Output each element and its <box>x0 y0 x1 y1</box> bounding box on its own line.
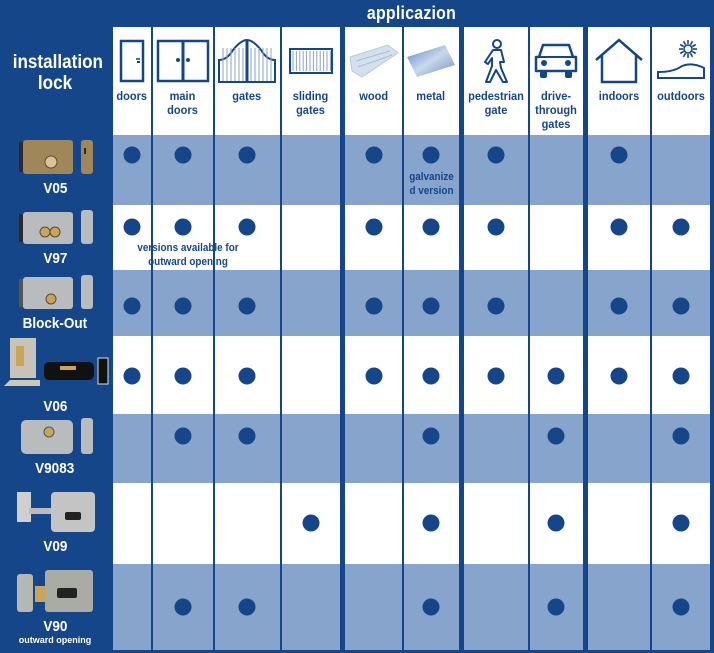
house-icon <box>594 35 644 87</box>
compatible-dot-icon <box>672 368 689 385</box>
compatible-dot-icon <box>239 147 256 164</box>
lock-model-v97 <box>0 208 110 270</box>
compatible-dot-icon <box>124 368 141 385</box>
compatible-dot-icon <box>423 515 440 532</box>
gate-icon <box>217 35 277 87</box>
column-divider <box>650 27 652 650</box>
lock-name: V97 <box>42 250 68 267</box>
compatible-dot-icon <box>174 147 191 164</box>
compatible-dot-icon <box>423 368 440 385</box>
column-label: drive-through gates <box>535 89 577 131</box>
double-door-icon <box>156 35 210 87</box>
table-row <box>113 483 710 564</box>
column-divider <box>213 27 215 650</box>
compatible-dot-icon <box>239 599 256 616</box>
group-divider <box>340 27 345 650</box>
compatible-dot-icon <box>302 515 319 532</box>
wood-plank-icon <box>348 35 400 87</box>
galvanized-version-note <box>406 170 457 198</box>
column-header-drive-through-gates <box>529 27 583 135</box>
column-divider <box>151 27 153 650</box>
column-header-main-doors <box>152 27 213 135</box>
compatible-dot-icon <box>423 147 440 164</box>
compatible-dot-icon <box>365 368 382 385</box>
lock-model-v05 <box>0 138 110 205</box>
table-row <box>113 414 710 483</box>
compatible-dot-icon <box>239 219 256 236</box>
column-header-outdoors <box>651 27 710 135</box>
compatible-dot-icon <box>611 219 628 236</box>
table-row <box>113 564 710 650</box>
sliding-gate-icon <box>288 35 334 87</box>
outward-opening-note <box>127 241 249 269</box>
compatible-dot-icon <box>611 147 628 164</box>
compatible-dot-icon <box>548 428 565 445</box>
compatible-dot-icon <box>239 428 256 445</box>
column-header-indoors <box>588 27 650 135</box>
side-title <box>6 52 105 94</box>
lock-model-v06 <box>0 336 110 414</box>
page-title: applicazion <box>366 3 457 23</box>
compatible-dot-icon <box>672 298 689 315</box>
lock-image <box>15 490 95 539</box>
lock-image <box>15 568 95 619</box>
door-icon <box>119 35 145 87</box>
lock-image <box>15 208 95 251</box>
compatible-dot-icon <box>488 147 505 164</box>
compatible-dot-icon <box>672 428 689 445</box>
group-divider <box>459 27 464 650</box>
compatible-dot-icon <box>548 368 565 385</box>
lock-name: V09 <box>42 538 68 555</box>
lock-name: V90 <box>42 618 68 635</box>
lock-model-v09 <box>0 490 110 564</box>
compatible-dot-icon <box>174 368 191 385</box>
lock-name: Block-Out <box>22 315 88 332</box>
compatible-dot-icon <box>488 298 505 315</box>
side-title-text: installation lock <box>12 52 103 94</box>
compatible-dot-icon <box>672 219 689 236</box>
column-divider <box>402 27 404 650</box>
column-label: metal <box>416 89 446 103</box>
group-divider <box>583 27 588 650</box>
lock-model-block-out <box>0 273 110 336</box>
compatible-dot-icon <box>423 298 440 315</box>
compatible-dot-icon <box>365 298 382 315</box>
compatible-dot-icon <box>423 428 440 445</box>
lock-model-v90 <box>0 568 110 650</box>
car-icon <box>533 35 579 87</box>
column-header-doors <box>113 27 151 135</box>
metal-plate-icon <box>405 35 457 87</box>
compatible-dot-icon <box>239 298 256 315</box>
compatible-dot-icon <box>488 219 505 236</box>
lock-subtitle: outward opening <box>18 635 92 645</box>
compatible-dot-icon <box>548 599 565 616</box>
compatible-dot-icon <box>365 219 382 236</box>
column-divider <box>280 27 282 650</box>
lock-name: V06 <box>42 398 68 415</box>
column-divider <box>528 27 530 650</box>
column-header-metal <box>403 27 459 135</box>
column-label: wood <box>359 89 388 103</box>
column-header-pedestrian-gate <box>464 27 528 135</box>
column-header-sliding-gates <box>281 27 340 135</box>
compatible-dot-icon <box>611 298 628 315</box>
column-header-wood <box>345 27 402 135</box>
compatible-dot-icon <box>174 298 191 315</box>
lock-name: V9083 <box>35 460 75 477</box>
compatible-dot-icon <box>124 147 141 164</box>
column-label: outdoors <box>656 89 705 103</box>
column-label: indoors <box>598 89 640 103</box>
compatible-dot-icon <box>124 219 141 236</box>
column-label: sliding gates <box>292 89 329 117</box>
column-header-gates <box>214 27 280 135</box>
compatible-dot-icon <box>423 219 440 236</box>
compatible-dot-icon <box>239 368 256 385</box>
compatible-dot-icon <box>174 428 191 445</box>
column-label: pedestrian gate <box>468 89 524 117</box>
compatible-dot-icon <box>423 599 440 616</box>
lock-image <box>15 273 95 316</box>
compatible-dot-icon <box>488 368 505 385</box>
lock-name: V05 <box>42 180 68 197</box>
sun-landscape-icon <box>656 35 706 87</box>
column-label: gates <box>232 89 262 103</box>
lock-image <box>0 336 110 399</box>
compatible-dot-icon <box>124 298 141 315</box>
note-line: d version <box>409 185 454 197</box>
note-line: outward opening <box>148 256 228 268</box>
compatible-dot-icon <box>365 147 382 164</box>
compatible-dot-icon <box>611 368 628 385</box>
note-line: versions available for <box>137 242 239 254</box>
compatible-dot-icon <box>672 515 689 532</box>
compatible-dot-icon <box>548 515 565 532</box>
column-label: doors <box>116 89 148 103</box>
lock-image <box>15 138 95 181</box>
lock-image <box>15 416 95 461</box>
note-line: galvanize <box>409 171 454 183</box>
pedestrian-icon <box>481 35 511 87</box>
compatible-dot-icon <box>174 219 191 236</box>
lock-model-v9083 <box>0 416 110 483</box>
group-divider <box>710 27 714 650</box>
compatible-dot-icon <box>174 599 191 616</box>
compatible-dot-icon <box>672 599 689 616</box>
column-label: main doors <box>167 89 198 117</box>
